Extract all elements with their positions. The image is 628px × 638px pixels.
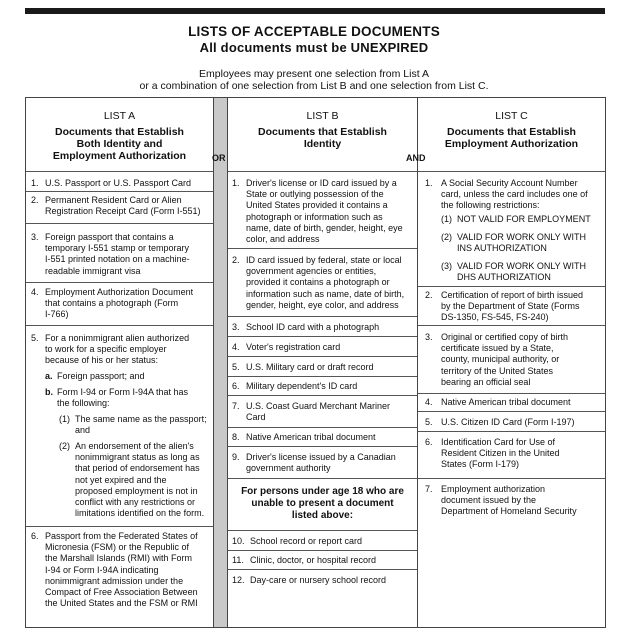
item-number: 3. [232, 322, 240, 332]
row-divider [228, 336, 417, 337]
item-number: 9. [232, 452, 240, 462]
sub-text: proposed employment is not in [75, 485, 198, 496]
sub-text: The same name as the passport; [75, 414, 207, 424]
item-text: information such as name, date of birth, [246, 288, 405, 299]
item-number: 3. [31, 232, 39, 242]
list-b-heading-1: Documents that Establish [258, 126, 387, 138]
list-a-item [31, 195, 211, 217]
sub-text: INS AUTHORIZATION [457, 243, 547, 254]
sub-letter: a. [45, 371, 53, 381]
sub-text: the following: [57, 398, 110, 409]
sub-text: nonimmigrant status as long as [75, 452, 200, 463]
list-a-heading-1: Documents that Establish [55, 126, 184, 138]
item-text: Original or certified copy of birth [441, 332, 569, 342]
item-text: A Social Security Account Number [441, 178, 578, 188]
row-divider [418, 478, 605, 479]
list-b-item [232, 362, 416, 373]
item-text: card, unless the card includes one of [441, 189, 588, 200]
under-18-line-3: listed above: [291, 510, 354, 521]
item-text: Clinic, doctor, or hospital record [250, 555, 377, 565]
page-subtitle: All documents must be UNEXPIRED [199, 40, 429, 55]
item-text: because of his or her status: [45, 355, 159, 366]
item-text: Department of Homeland Security [441, 506, 577, 517]
item-text: to work for a specific employer [45, 344, 167, 355]
item-text: color, and address [246, 234, 320, 245]
list-c-item [425, 178, 603, 212]
sub-number: (2) [59, 441, 70, 451]
list-a-label: LIST A [103, 110, 136, 122]
sub-text: and [75, 425, 91, 436]
item-number: 4. [425, 397, 433, 407]
sub-text: limitations identified on the form. [75, 508, 205, 519]
list-b-item [232, 536, 416, 547]
item-number: 6. [232, 381, 240, 391]
list-b-item [232, 575, 416, 586]
item-text: Permanent Resident Card or Alien [45, 195, 182, 205]
item-text: territory of the United States [441, 365, 554, 376]
item-text: by the Department of State (Forms [441, 301, 580, 312]
under-18-line-2: unable to present a document [251, 498, 394, 509]
list-b-item [232, 452, 416, 474]
list-b-heading-2: Identity [303, 138, 342, 150]
item-text: Military dependent's ID card [246, 381, 358, 391]
item-number: 10. [232, 536, 245, 546]
item-text: ID card issued by federal, state or local [246, 255, 402, 265]
item-text: Driver's license issued by a Canadian [246, 452, 396, 462]
item-text: Certification of report of birth issued [441, 290, 584, 300]
list-b-item [232, 178, 416, 245]
item-text: Native American tribal document [246, 432, 376, 442]
sub-text: Foreign passport; and [57, 371, 145, 381]
item-text: readable immigrant visa [45, 265, 141, 276]
row-divider [228, 248, 417, 249]
column-divider-a [213, 97, 214, 628]
list-a-item-5b [45, 387, 211, 409]
sub-text: conflict with any restrictions or [75, 497, 196, 508]
top-rule [25, 8, 605, 14]
under-18-note [228, 486, 417, 522]
list-a-item-5b1 [59, 414, 213, 436]
item-text: For a nonimmigrant alien authorized [45, 333, 190, 343]
item-number: 5. [232, 362, 240, 372]
item-number: 1. [31, 178, 39, 188]
row-divider [228, 376, 417, 377]
row-divider [228, 530, 417, 531]
list-c-restriction-2 [441, 232, 603, 254]
and-label: AND [406, 153, 426, 163]
list-c-item [425, 417, 603, 428]
row-divider [228, 316, 417, 317]
item-number: 2. [232, 255, 240, 265]
list-b-item [232, 342, 416, 353]
list-a-item-5a [45, 371, 211, 382]
page-title: LISTS OF ACCEPTABLE DOCUMENTS [188, 24, 440, 39]
item-text: bearing an official seal [441, 376, 531, 387]
item-number: 2. [31, 195, 39, 205]
item-number: 5. [425, 417, 433, 427]
list-a-item [31, 287, 211, 321]
item-text: Foreign passport that contains a [45, 232, 174, 242]
intro-line-2: or a combination of one selection from List B and one selection from List C. [139, 80, 489, 92]
list-a-item [31, 333, 211, 367]
item-number: 4. [31, 287, 39, 297]
item-number: 2. [425, 290, 433, 300]
item-text: State or outlying possession of the [246, 189, 384, 200]
item-text: Voter's registration card [246, 342, 341, 352]
item-number: 1. [425, 178, 433, 188]
sub-number: (1) [59, 414, 70, 424]
row-divider [228, 569, 417, 570]
list-b-header [228, 110, 417, 150]
list-b-item [232, 255, 416, 311]
under-18-line-1: For persons under age 18 who are [241, 486, 404, 497]
list-a-heading-2: Both Identity and [76, 138, 163, 150]
list-a-item [31, 178, 211, 189]
list-b-item [232, 401, 416, 423]
sub-text: Form I-94 or Form I-94A that has [57, 387, 189, 397]
list-b-header-rule [228, 171, 417, 172]
row-divider [228, 427, 417, 428]
list-c-restriction-3 [441, 261, 603, 283]
item-number: 11. [232, 555, 244, 565]
row-divider [26, 325, 213, 326]
item-text: Compact of Free Association Between [45, 587, 198, 598]
row-divider [228, 478, 417, 479]
list-b-label: LIST B [306, 110, 339, 122]
item-text: provided it contains a photograph or [246, 277, 390, 288]
item-text: Resident Citizen in the United [441, 448, 560, 459]
list-b-item [232, 555, 416, 566]
row-divider [418, 325, 605, 326]
list-b-item [232, 322, 416, 333]
item-text: the following restrictions: [441, 200, 540, 211]
list-c-label: LIST C [495, 110, 528, 122]
item-text: Day-care or nursery school record [250, 575, 387, 585]
row-divider [418, 393, 605, 394]
sub-text: DHS AUTHORIZATION [457, 272, 551, 283]
item-text: DS-1350, FS-545, FS-240) [441, 312, 549, 323]
list-c-header [418, 110, 605, 150]
list-c-item [425, 484, 603, 518]
item-number: 1. [232, 178, 240, 188]
sub-number: (2) [441, 232, 452, 242]
item-number: 6. [31, 531, 39, 541]
item-number: 7. [425, 484, 433, 494]
list-c-item [425, 290, 603, 324]
sub-number: (3) [441, 261, 452, 271]
item-text: I-766) [45, 309, 69, 320]
list-c-heading-2: Employment Authorization [444, 138, 579, 150]
item-text: Identification Card for Use of [441, 437, 556, 447]
item-text: U.S. Citizen ID Card (Form I-197) [441, 417, 575, 427]
list-c-item [425, 397, 603, 408]
item-text: Passport from the Federated States of [45, 531, 198, 541]
list-a-item [31, 232, 211, 277]
list-c-heading-1: Documents that Establish [447, 126, 576, 138]
item-text: United States provided it contains a [246, 200, 388, 211]
item-text: the Marshall Islands (RMI) with Form [45, 553, 193, 564]
item-number: 8. [232, 432, 240, 442]
sub-text: not yet expired and the [75, 474, 167, 485]
item-text: School record or report card [250, 536, 363, 546]
item-text: government authority [246, 463, 331, 474]
item-text: certificate issued by a State, [441, 343, 554, 354]
item-text: Employment authorization [441, 484, 546, 494]
list-c-header-rule [418, 171, 605, 172]
list-a-header [26, 110, 213, 162]
sub-letter: b. [45, 387, 53, 397]
item-text: Native American tribal document [441, 397, 571, 407]
list-a-item [31, 531, 211, 609]
item-text: Driver's license or ID card issued by a [246, 178, 397, 188]
sub-text: An endorsement of the alien's [75, 441, 194, 451]
item-text: photograph or information such as [246, 211, 383, 222]
row-divider [26, 191, 213, 192]
item-text: School ID card with a photograph [246, 322, 380, 332]
item-number: 6. [425, 437, 433, 447]
item-text: Employment Authorization Document [45, 287, 194, 297]
row-divider [26, 526, 213, 527]
item-text: temporary I-551 stamp or temporary [45, 243, 190, 254]
item-text: U.S. Military card or draft record [246, 362, 374, 372]
row-divider [418, 431, 605, 432]
item-number: 4. [232, 342, 240, 352]
item-text: gender, height, eye color, and address [246, 299, 399, 310]
row-divider [228, 395, 417, 396]
row-divider [26, 282, 213, 283]
list-c-item [425, 437, 603, 471]
sub-text: NOT VALID FOR EMPLOYMENT [457, 214, 591, 224]
row-divider [418, 411, 605, 412]
list-a-header-rule [26, 171, 213, 172]
item-text: government agencies or entities, [246, 266, 377, 277]
sub-text: that period of endorsement has [75, 463, 200, 474]
item-text: name, date of birth, gender, height, eye [246, 222, 403, 233]
item-text: county, municipal authority, or [441, 354, 560, 365]
item-number: 5. [31, 333, 39, 343]
item-text: Registration Receipt Card (Form I-551) [45, 206, 201, 217]
item-text: nonimmigrant admission under the [45, 575, 184, 586]
item-text: Card [246, 412, 266, 423]
list-c-restriction-1 [441, 214, 603, 225]
item-text: Micronesia (FSM) or the Republic of [45, 542, 190, 553]
row-divider [228, 446, 417, 447]
item-number: 7. [232, 401, 240, 411]
row-divider [418, 286, 605, 287]
row-divider [228, 356, 417, 357]
or-label: OR [212, 153, 226, 163]
item-number: 12. [232, 575, 245, 585]
item-number: 3. [425, 332, 433, 342]
item-text: U.S. Passport or U.S. Passport Card [45, 178, 192, 188]
row-divider [26, 223, 213, 224]
list-c-item [425, 332, 603, 388]
sub-text: VALID FOR WORK ONLY WITH [457, 261, 587, 271]
column-divider-b [417, 97, 418, 628]
row-divider [228, 550, 417, 551]
item-text: the United States and the FSM or RMI [45, 598, 198, 609]
intro-line-1: Employees may present one selection from List A [199, 68, 429, 80]
list-a-heading-3: Employment Authorization [52, 150, 187, 162]
sub-number: (1) [441, 214, 452, 224]
item-text: I-551 printed notation on a machine- [45, 254, 190, 265]
sub-text: VALID FOR WORK ONLY WITH [457, 232, 587, 242]
item-text: that contains a photograph (Form [45, 298, 179, 309]
list-a-item-5b2 [59, 441, 213, 519]
item-text: document issued by the [441, 495, 537, 506]
item-text: States (Form I-179) [441, 459, 520, 470]
list-b-item [232, 381, 416, 392]
item-text: I-94 or Form I-94A indicating [45, 564, 159, 575]
item-text: U.S. Coast Guard Merchant Mariner [246, 401, 391, 411]
column-divider-a2 [227, 97, 228, 628]
list-b-item [232, 432, 416, 443]
